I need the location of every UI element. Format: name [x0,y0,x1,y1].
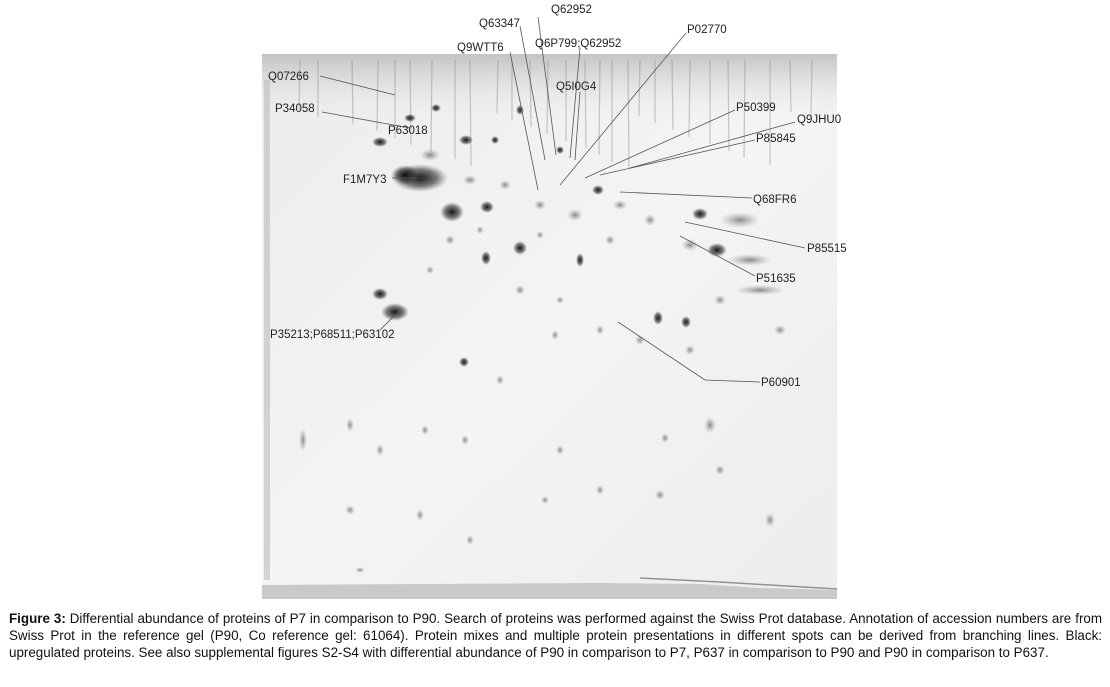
protein-spot [704,417,716,433]
label-q62952-top: Q62952 [551,4,592,16]
protein-spot [461,435,469,445]
protein-spot [682,239,698,251]
caption-text: Differential abundance of proteins of P7 in comparison to P90. Search of proteins was performed against the Swiss Prot database. Annotation of accession numbers are from Swiss Prot in the reference gel (P90, Co reference gel: 61064). Protein mixes and multiple protein presentations in different spots can be derived from branching lines. Black: upregulated proteins. See also supplemental figures S2-S4 with differential abundance of P90 in comparison to P7, P637 in comparison to P90 and P90 in comparison to P637. [9,611,1102,660]
protein-spot [720,212,760,228]
protein-spot [346,418,354,432]
protein-spot [592,185,604,195]
caption-label: Figure 3: [9,611,66,626]
gel-background [262,54,837,599]
label-q9wtt6: Q9WTT6 [457,42,504,54]
protein-spot [372,288,388,300]
protein-spot [496,375,504,385]
protein-spot [499,180,511,190]
protein-spot [299,428,307,452]
protein-spot [655,490,665,500]
protein-spot [605,235,615,245]
protein-spot [536,231,544,239]
protein-spot [644,214,656,226]
protein-spot [466,535,474,545]
label-q68fr6: Q68FR6 [753,194,797,206]
protein-spot [459,357,469,367]
protein-spot [459,135,473,145]
protein-spot [420,149,440,161]
protein-spot [681,316,691,328]
label-q6p799: Q6P799;Q62952 [535,38,622,50]
protein-spot [515,285,525,295]
protein-spot [372,137,388,147]
protein-spot [463,175,477,185]
label-q9jhu0: Q9JHU0 [797,114,842,126]
label-p85515: P85515 [807,243,847,255]
label-q5i0g4: Q5I0G4 [556,81,597,93]
label-p35213: P35213;P68511;P63102 [270,329,395,341]
figure-caption [9,610,1102,661]
protein-spot [567,209,583,221]
protein-spot [513,241,527,255]
protein-spot [445,235,455,245]
protein-spot [653,311,663,325]
protein-spot [355,567,365,573]
label-p50399: P50399 [736,102,776,114]
label-p51635: P51635 [756,273,796,285]
label-q07266: Q07266 [268,71,309,83]
label-f1m7y3: F1M7Y3 [343,174,387,186]
protein-spot [541,496,549,504]
protein-spot [376,444,384,456]
protein-spot [381,303,409,321]
protein-spot [480,201,494,213]
label-p63018: P63018 [388,125,428,137]
protein-spot [431,104,441,112]
label-p60901: P60901 [761,377,801,389]
label-q63347: Q63347 [479,18,520,30]
protein-spot [661,433,669,443]
protein-spot [404,114,416,122]
protein-spot [345,505,355,515]
protein-spot [556,445,564,455]
protein-spot [421,425,429,435]
protein-spot [481,251,491,265]
protein-spot [596,325,604,335]
label-p85845: P85845 [756,133,796,145]
protein-spot [728,254,772,266]
protein-spot [426,266,434,274]
protein-spot [714,295,726,305]
protein-spot [476,226,484,234]
protein-spot [491,136,499,144]
protein-spot [596,485,604,495]
label-p02770: P02770 [687,24,727,36]
protein-spot [556,296,564,304]
protein-spot [692,208,708,220]
protein-spot [707,243,727,257]
protein-spot [576,253,584,267]
protein-spot [440,202,464,222]
protein-spot [416,509,424,521]
protein-spot [774,325,786,335]
protein-spot [735,285,785,295]
protein-spot [715,465,725,475]
protein-spot [391,165,419,185]
protein-spot [551,330,559,340]
protein-spot [556,146,564,154]
protein-spot [534,200,546,210]
protein-spot [765,513,775,527]
label-p34058: P34058 [275,103,315,115]
protein-spot [613,200,627,210]
protein-spot [685,345,695,355]
